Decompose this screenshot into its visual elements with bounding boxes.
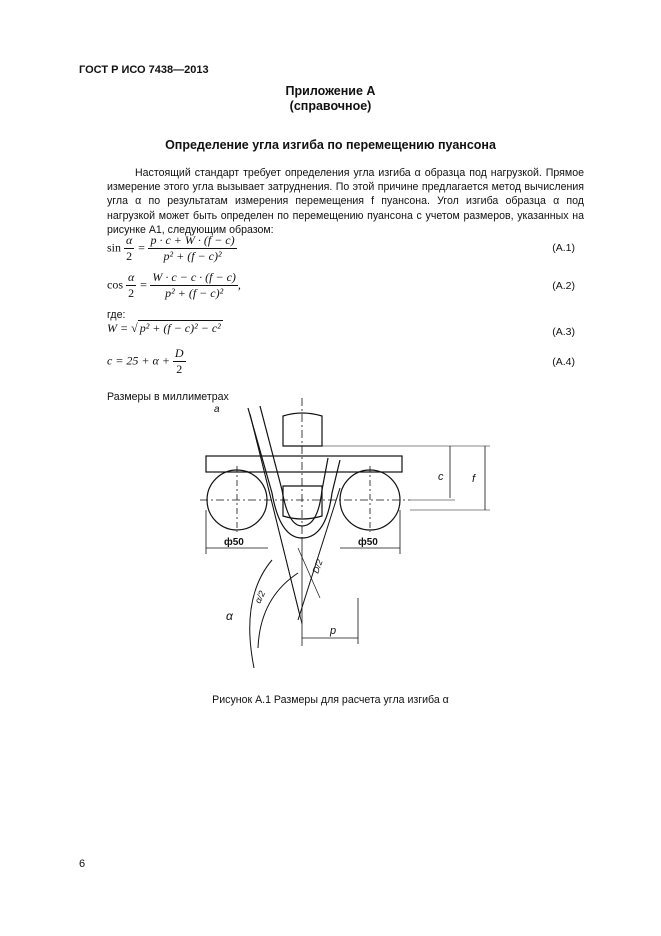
formula-a2-half: $\frac{\alpha}{2}$	[128, 270, 135, 300]
label-a: a	[214, 404, 220, 415]
formula-a2-label: (А.2)	[552, 280, 575, 292]
units-note: Размеры в миллиметрах	[107, 391, 229, 403]
formula-a1-fraction: $\frac{p \cdot c + W \cdot (f - c)}{\text{p² + (f − c)²}}$	[150, 233, 235, 263]
label-c: c	[438, 471, 444, 483]
formula-a2-fraction: $\frac{W \cdot c - c \cdot (f - c)}{\text{p² + (f − c)²}}$	[152, 270, 236, 300]
appendix-kind: (справочное)	[289, 99, 372, 113]
document-header: ГОСТ Р ИСО 7438—2013	[79, 64, 209, 76]
punch-upper	[283, 413, 322, 446]
formula-a4	[107, 346, 186, 377]
label-alpha: α	[226, 609, 233, 623]
formula-a1-lhs: sin	[107, 240, 122, 255]
bend-angle-figure	[180, 398, 510, 698]
formula-a1-half: $\frac{\alpha}{2}$	[126, 233, 133, 263]
label-d-half: D/2	[310, 558, 325, 575]
figure-caption: Рисунок А.1 Размеры для расчета угла изгиба α	[212, 694, 449, 706]
label-p: p	[330, 625, 337, 637]
formula-a2-lhs: cos	[107, 277, 123, 292]
label-f: f	[472, 473, 476, 485]
formula-a3-lhs: W =	[107, 321, 129, 335]
intro-paragraph: Настоящий стандарт требует определения угла изгиба α образца под нагрузкой. Прямое измерение этого угла вызывает затруднения. По этой причине предлагается метод вычисления угла α по результатам измерения перемещения f пуансона. Угол изгиба образца α под нагрузкой может быть определен по перемещению пуансона с учетом размеров, указанных на рисунке А1, следующим образом:	[107, 167, 584, 236]
appendix-title: Приложение А	[285, 84, 376, 98]
formula-a4-label: (А.4)	[552, 356, 575, 368]
specimen-inner	[260, 406, 328, 526]
formula-a4-fraction: $\frac{D}{2}$	[174, 346, 184, 376]
formula-a3-label: (А.3)	[552, 326, 575, 338]
label-alpha-half: α/2	[252, 589, 268, 605]
where-label: где:	[107, 309, 126, 321]
page-number: 6	[79, 858, 86, 870]
formula-a4-lhs: c = 25 + α +	[107, 353, 170, 368]
section-title: Определение угла изгиба по перемещению пуансона	[165, 138, 496, 152]
formula-a2: cos $\frac{\alpha}{2}$ = $\frac{W \cdot c - c \cdot (f - c)}{\text{p² + (f − c)²}}$ ,	[107, 270, 241, 300]
formula-a1: sin $\frac{\alpha}{2}$ = $\frac{p \cdot c + W \cdot (f - c)}{\text{p² + (f − c)²}}$	[107, 233, 235, 263]
formula-a1-label: (А.1)	[552, 242, 575, 254]
formula-a3: W = √ p² + (f − c)² − c²	[107, 321, 221, 335]
label-d50-left: ф50	[224, 537, 244, 548]
label-d50-right: ф50	[358, 537, 378, 548]
formula-a3-radicand: p² + (f − c)² − c²	[139, 321, 221, 335]
